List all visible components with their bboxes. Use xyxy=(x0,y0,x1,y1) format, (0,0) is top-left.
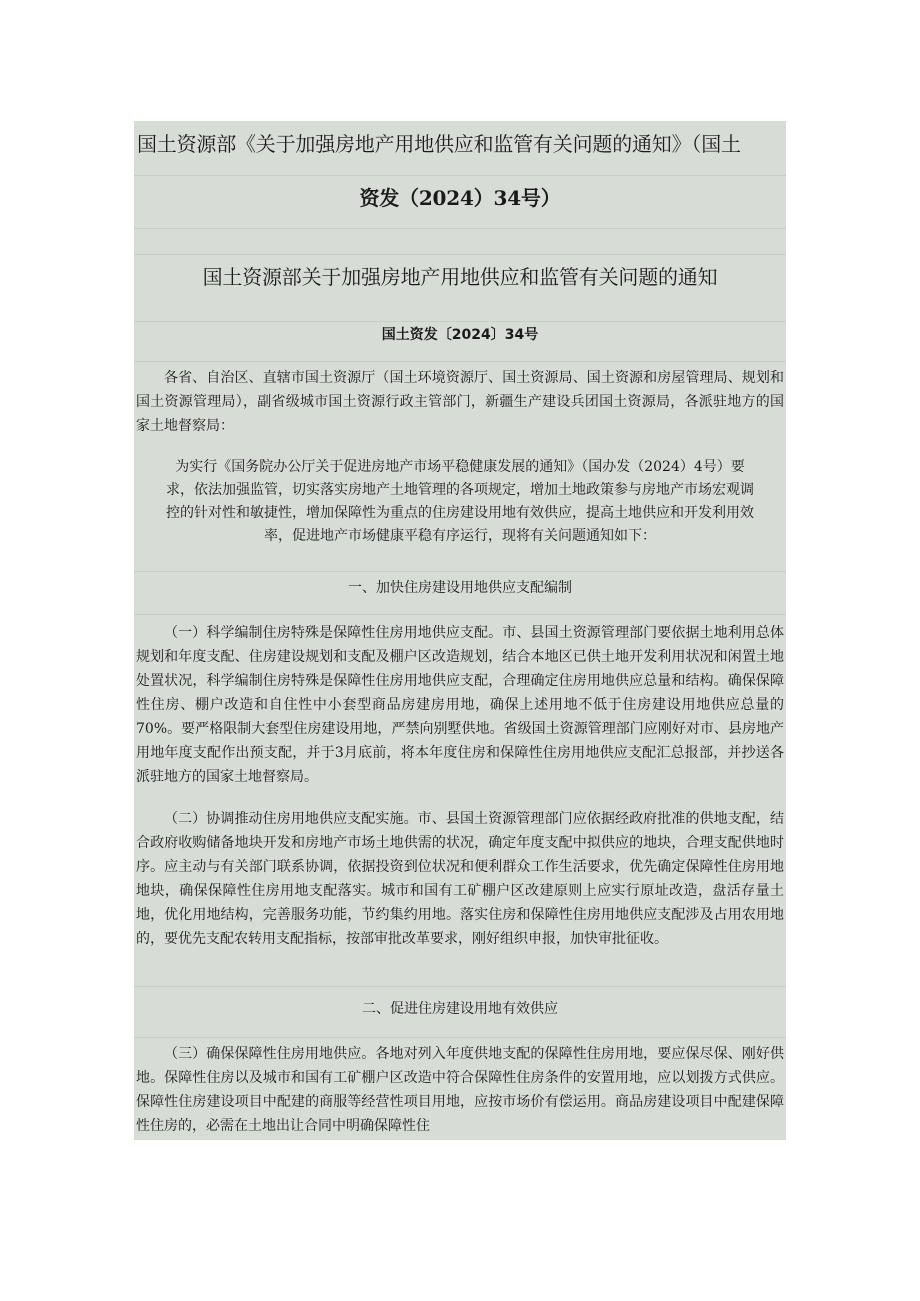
paragraph-2: （二）协调推动住房用地供应支配实施。市、县国土资源管理部门应依据经政府批准的供地支配，结合政府收购储备地块开发和房地产市场土地供需的状况，确定年度支配中拟供应的地块，合理支配供地时序。应主动与有关部门联系协调，依据投资到位状况和便利群众工作生活要求，优先确定保障性住房用地地块，确保保障性住房用地支配落实。城市和国有工矿棚户区改建原则上应实行原址改造，盘活存量土地，优化用地结构，完善服务功能，节约集约用地。落实住房和保障性住房用地供应支配涉及占用农用地的，要优先支配农转用支配指标，按部审批改革要求，刚好组织申报，加快审批征收。 xyxy=(136,811,784,947)
divider xyxy=(134,1037,786,1038)
section-heading-2: 二、促进住房建设用地有效供应 xyxy=(362,1001,558,1017)
divider xyxy=(134,228,786,229)
document-body xyxy=(134,121,786,1140)
salutation-paragraph: 各省、自治区、直辖市国土资源厅（国土环境资源厅、国土资源局、国土资源和房屋管理局、规划和国土资源管理局），副省级城市国土资源行政主管部门，新疆生产建设兵团国土资源局，各派驻地方的国家土地督察局： xyxy=(136,370,784,434)
divider xyxy=(134,254,786,255)
divider xyxy=(134,614,786,615)
divider xyxy=(134,571,786,572)
main-title-line-2: 资发（2024）34号） xyxy=(359,186,561,210)
main-title-line-1: 国土资源部《关于加强房地产用地供应和监管有关问题的通知》（国土 xyxy=(137,132,741,156)
notice-title: 国土资源部关于加强房地产用地供应和监管有关问题的通知 xyxy=(202,265,718,289)
document-number: 国土资发〔2024〕34号 xyxy=(381,327,539,343)
section-heading-1: 一、加快住房建设用地供应支配编制 xyxy=(348,580,572,596)
divider xyxy=(134,321,786,322)
paragraph-3: （三）确保保障性住房用地供应。各地对列入年度供地支配的保障性住房用地，要应保尽保、刚好供地。保障性住房以及城市和国有工矿棚户区改造中符合保障性住房条件的安置用地，应以划拨方式供应。保障性住房建设项目中配建的商服等经营性项目用地，应按市场价有偿运用。商品房建设项目中配建保障性住房的，必需在土地出让合同中明确保障性住 xyxy=(136,1046,784,1134)
intro-paragraph: 为实行《国务院办公厅关于促进房地产市场平稳健康发展的通知》（国办发（2024）4号）要求，依法加强监管，切实落实房地产土地管理的各项规定，增加土地政策参与房地产市场宏观调控的针对性和敏捷性，增加保障性为重点的住房建设用地有效供应，提高土地供应和开发利用效率，促进地产市场健康平稳有序运行，现将有关问题通知如下： xyxy=(166,459,754,544)
divider xyxy=(134,361,786,362)
divider xyxy=(134,175,786,176)
divider xyxy=(134,986,786,987)
paragraph-1: （一）科学编制住房特殊是保障性住房用地供应支配。市、县国土资源管理部门要依据土地利用总体规划和年度支配、住房建设规划和支配及棚户区改造规划，结合本地区已供土地开发利用状况和闲置土地处置状况，科学编制住房特殊是保障性住房用地供应支配，合理确定住房用地供应总量和结构。确保保障性住房、棚户改造和自住性中小套型商品房建房用地，确保上述用地不低于住房建设用地供应总量的70%。要严格限制大套型住房建设用地，严禁向别墅供地。省级国土资源管理部门应刚好对市、县房地产用地年度支配作出预支配，并于3月底前，将本年度住房和保障性住房用地供应支配汇总报部，并抄送各派驻地方的国家土地督察局。 xyxy=(136,625,784,785)
